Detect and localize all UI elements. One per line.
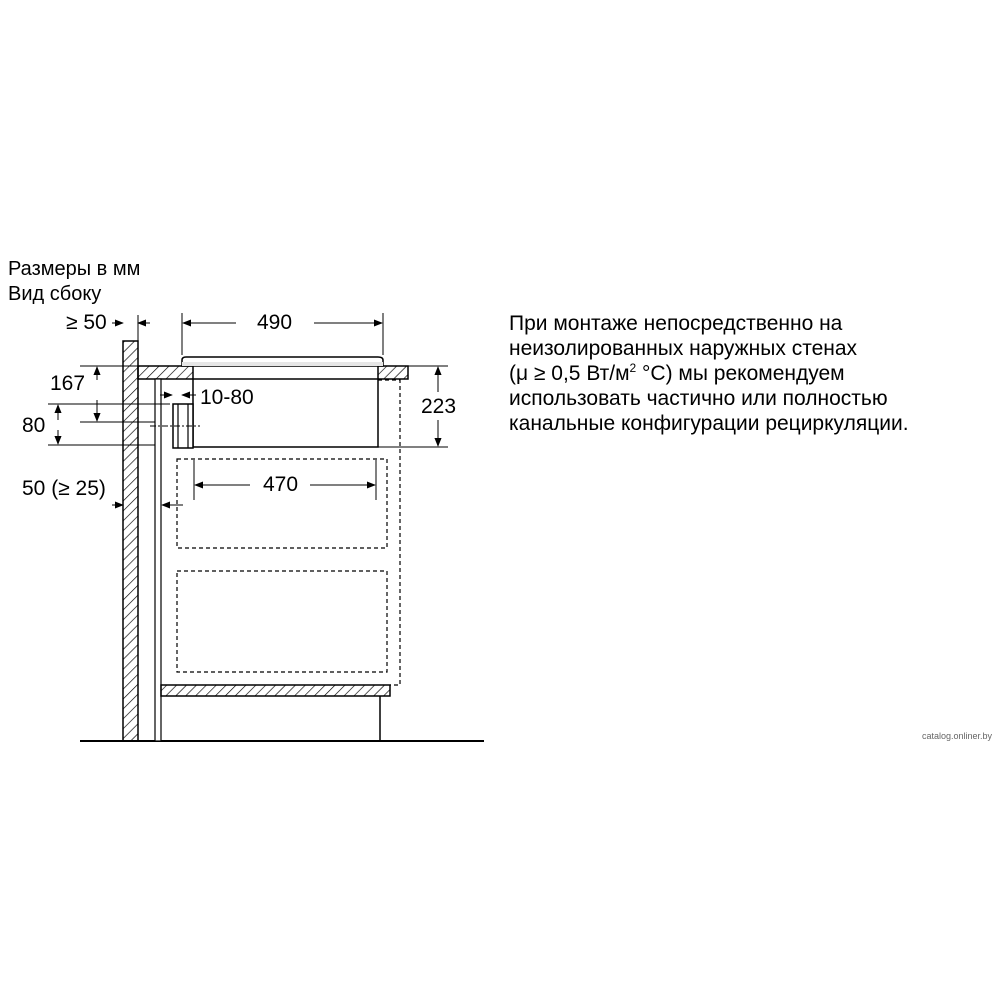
note-line-1: При монтаже непосредственно на [509, 312, 843, 335]
dim-cutout-depth: 167 [50, 372, 86, 395]
drawer-lower [177, 571, 387, 672]
note-line-3-start: (μ ≥ 0,5 Вт/м [509, 362, 630, 385]
cabinet-front-dashed [378, 380, 400, 685]
dim-duct-gap: 10-80 [200, 386, 254, 409]
note-line-3-superscript: 2 [629, 361, 637, 375]
dim-total-height: 223 [421, 395, 457, 418]
note-line-3-end: °C) мы рекомендуем [636, 362, 845, 385]
cabinet-side-panel [155, 379, 161, 741]
dim-wall-gap-bottom: 50 (≥ 25) [22, 477, 106, 500]
note-line-3 [509, 361, 909, 386]
installation-note [509, 311, 909, 436]
note-line-5: канальные конфигурации рециркуляции. [509, 412, 909, 435]
cabinet-bottom [161, 685, 390, 696]
dim-wall-gap-top: ≥ 50 [66, 311, 107, 334]
dim-inner-width: 470 [263, 473, 299, 496]
wall [123, 341, 138, 741]
dim-hob-width: 490 [257, 311, 293, 334]
units-label: Размеры в мм [8, 258, 141, 280]
worktop-right [378, 366, 408, 379]
note-line-2: неизолированных наружных стенах [509, 337, 858, 360]
view-label: Вид сбоку [8, 283, 102, 305]
worktop-left [138, 366, 193, 379]
watermark: catalog.onliner.by [921, 731, 992, 741]
note-line-4: использовать частично или полностью [509, 387, 888, 410]
dim-duct-height: 80 [22, 414, 46, 437]
hob-glass-band [182, 362, 383, 366]
